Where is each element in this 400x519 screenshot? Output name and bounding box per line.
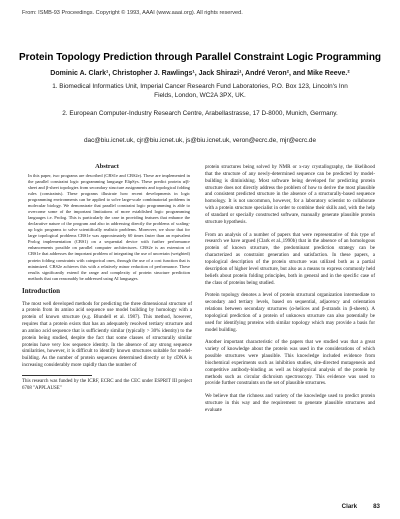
funding-footnote: This research was funded by the ICRF, ECRC and the CEC under ESPRIT III project 6708 "APPLAUSE" xyxy=(22,378,192,391)
author-emails: dac@biu.icnet.uk, cjr@biu.icnet.uk, js@biu.icnet.uk, veron@ecrc.de, mjr@ecrc.de xyxy=(83,137,317,144)
affiliation-1: 1. Biomedical Informatics Unit, Imperial Cancer Research Fund Laboratories, P.O. Box 123, Lincoln's Inn Fields, London, WC2A 3PX, UK. xyxy=(52,83,348,99)
body-paragraph: Another important characteristic of the papers that we studied was that a great variety of knowledge about the protein was used in the considerations of which possible structures were plausible. This knowledge included evidence from biochemical experiments such as inhibition studies, site-directed mutagenesis and competitive antibody-binding as well as biophysical analysis of the protein by methods such as circular dichroism spectroscopy. This evidence was used to provide further constraints on the set of plausible structures. xyxy=(205,339,375,387)
paper-title: Protein Topology Prediction through Parallel Constraint Logic Programming xyxy=(18,52,382,63)
right-column xyxy=(205,164,375,420)
body-paragraph: From an analysis of a number of papers that were representative of this type of research we have argued (Clark et al.,1990b) that in the absence of an homologous protein of known structure, the predominant prediction strategy can be characterized as constraint generation and satisfaction. In these papers, a topological description of the protein structure was utilized both as a partial description of higher level structure, but also as a means to express commonly held beliefs about protein folding principles, both in general and in the specific case of the class of proteins being studied. xyxy=(205,231,375,286)
body-paragraph: protein structures being solved by NMR or x-ray crystallography, the likelihood that the structure of any newly-determined sequence can be predicted by model-building is diminishing. Most software being developed for predicting protein structure does not directly address the problem of how to derive the most plausible and consistent predicted structure in the absence of a structurally-based sequence homology. It is not uncommon, however, for a laboratory scientist to collaborate with a protein structure specialist in order to combine their skills and, with the help of standard or specially constructed software, manually generate plausible protein structure hypothesis. xyxy=(205,164,375,225)
body-paragraph: Protein topology denotes a level of protein structural organization intermediate to secondary and tertiary levels, based on sequential, adjacency and orientation relations between secondary structures (α-helices and β-strands in β-sheets). A topological prediction of a protein of unknown structure can also potentially be used for identifying proteins with similar topology which may provide a basis for model building. xyxy=(205,292,375,333)
left-column xyxy=(22,164,192,392)
abstract-body: In this paper, two programs are described (CBS1e and CBS2e). These are implemented in the parallel constraint logic programming language ElipSys. These predict protein α/β-sheet and β-sheet topologies from secondary structure assignments and topological folding rules (constraints). These programs illustrate how recent developments in logic programming environments can be applied to solve large-scale combinatorial problems in molecular biology. We demonstrate that parallel constraint logic programming is able to overcome some of the important limitations of more established logic programming languages i.e. Prolog. This is particularly the case in providing features that enhance the declarative nature of the program and also in addressing directly the problems of scaling-up logic programs to solve scientifically realistic problems. Moreover, we show that for large topological problems CBS1e was approximately 60 times faster than an equivalent Prolog implementation (CBS1) on a sequential device with further performance enhancements possible on parallel computer architectures. CBS2e is an extension of CBS1e that addresses the important problem of integrating the use of uncertain (weighted) protein folding constraints with categorical ones, through the use of a cost function that is minimized. CBS2e achieves this with a relatively minor reduction of performance. These results significantly extend the range and complexity of protein structure prediction methods that can reasonably be addressed using AI languages. xyxy=(28,172,190,281)
copyright-line: From: ISMB-93 Proceedings. Copyright © 1993, AAAI (www.aaai.org). All rights reserved. xyxy=(22,10,243,16)
affiliation-2: 2. European Computer-Industry Research Centre, Arabellastrasse, 17 D-8000, Munich, Germany. xyxy=(62,110,338,117)
body-paragraph: We believe that the richness and variety of the knowledge used to predict protein structure in this way and the requirement to generate plausible structures and evaluate xyxy=(205,393,375,413)
footnote-divider xyxy=(22,375,92,376)
footer-author: Clark xyxy=(341,503,358,510)
author-list: Dominic A. Clark¹, Christopher J. Rawlings¹, Jack Shirazi¹, André Veron², and Mike Reeve.² xyxy=(50,70,350,77)
page-number: 83 xyxy=(373,503,380,510)
page-footer xyxy=(342,503,380,510)
introduction-heading: Introduction xyxy=(22,286,60,295)
introduction-paragraph: The most well developed methods for predicting the three dimensional structure of a protein from its amino acid sequence use model building by homology with a protein of known structure (e.g. Blundell et al. 1987). This method, however, requires that a protein exists that has an adequately resolved tertiary structure and an amino acid sequence that is sufficiently similar (typically > 30% identity) to the protein being studied, despite the fact that some classes of structurally similar proteins have very low sequence identity. In the absence of any strong sequence similarities, however, it is difficult to identify known structures suitable for model-building. As the number of protein sequences determined directly or by cDNA is increasing considerably more rapidly than the number of xyxy=(22,300,192,369)
abstract-heading: Abstract xyxy=(95,163,119,170)
